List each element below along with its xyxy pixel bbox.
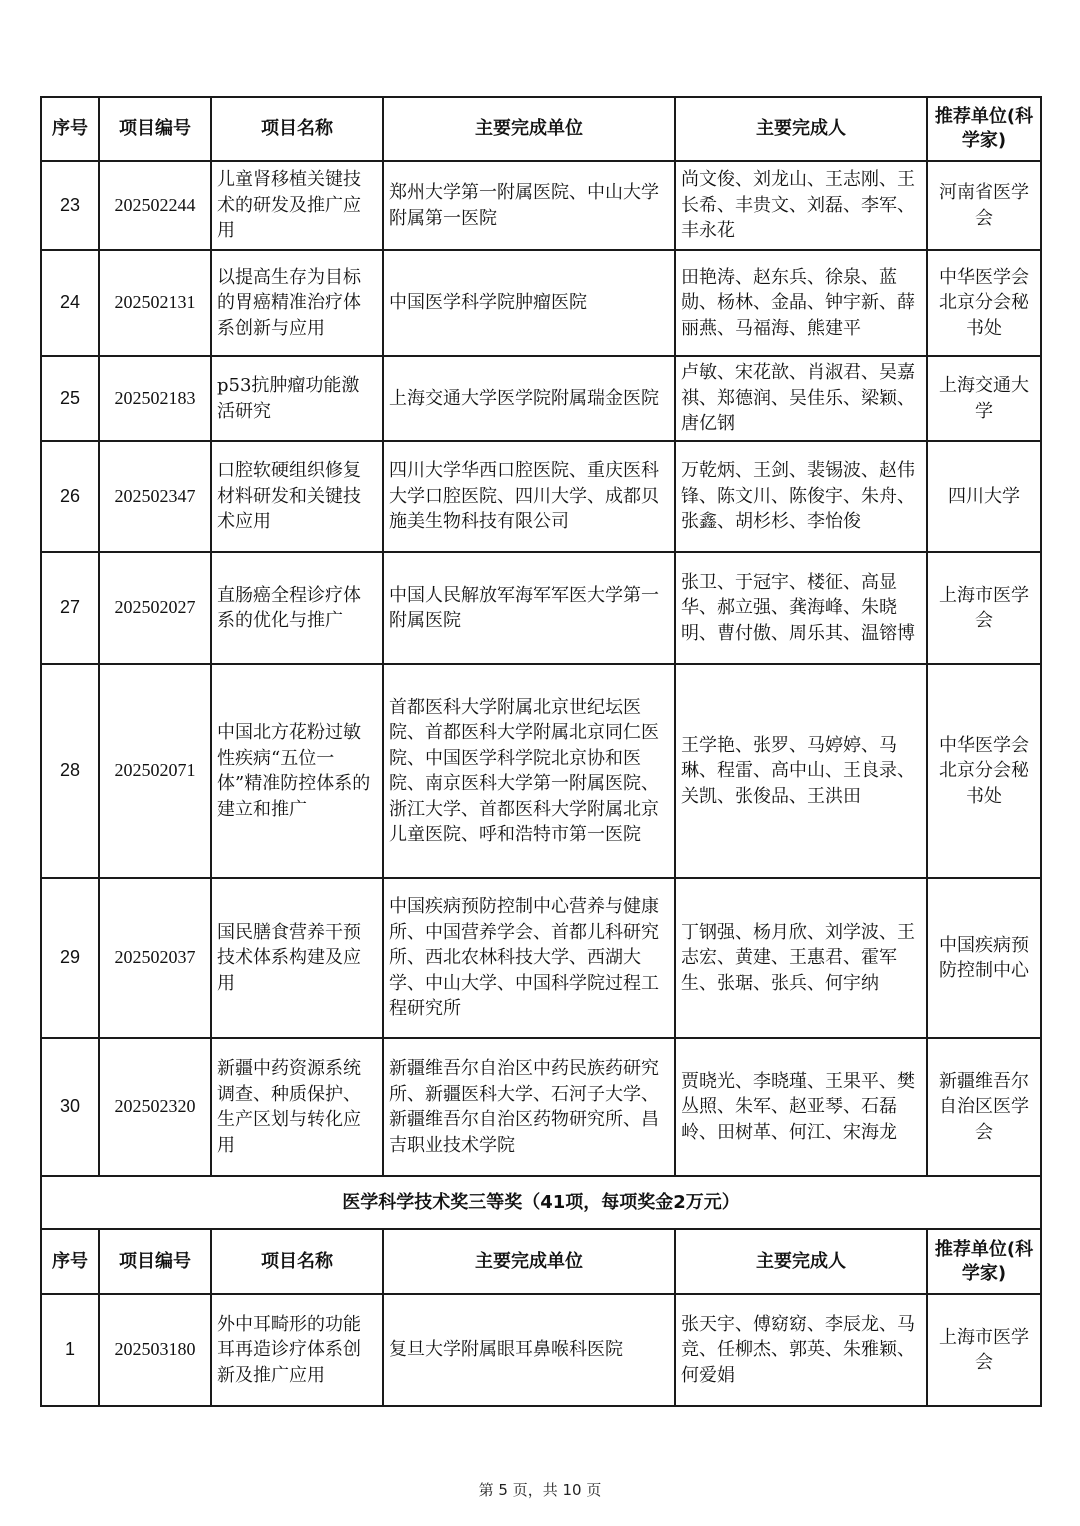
table-row <box>41 441 1041 552</box>
header-seq: 序号 <box>41 1229 99 1294</box>
cell-recommender: 中国疾病预防控制中心 <box>927 878 1041 1038</box>
cell-code: 202502347 <box>99 441 211 552</box>
cell-persons: 王学艳、张罗、马婷婷、马琳、程雷、高中山、王良录、关凯、张俊品、王洪田 <box>675 664 927 878</box>
cell-persons: 卢敏、宋花歆、肖淑君、吴嘉祺、郑德润、吴佳乐、梁颖、唐亿钢 <box>675 356 927 441</box>
header-units: 主要完成单位 <box>383 97 675 161</box>
cell-code: 202503180 <box>99 1294 211 1406</box>
cell-recommender: 河南省医学会 <box>927 161 1041 250</box>
header-recommender-text: 推荐单位(科学家) <box>934 1238 1034 1284</box>
cell-seq: 23 <box>41 161 99 250</box>
cell-seq: 24 <box>41 250 99 356</box>
cell-units: 复旦大学附属眼耳鼻喉科医院 <box>383 1294 675 1406</box>
cell-seq: 26 <box>41 441 99 552</box>
section-title-row <box>41 1176 1041 1229</box>
cell-units: 中国人民解放军海军军医大学第一附属医院 <box>383 552 675 664</box>
awards-table <box>40 96 1042 1407</box>
header-recommender <box>927 97 1041 161</box>
section-title: 医学科学技术奖三等奖（41项，每项奖金2万元） <box>41 1176 1041 1229</box>
cell-persons: 张卫、于冠宇、楼征、高显华、郝立强、龚海峰、朱晓明、曹付傲、周乐其、温镕博 <box>675 552 927 664</box>
cell-seq: 29 <box>41 878 99 1038</box>
table-header-row <box>41 1229 1041 1294</box>
cell-seq: 1 <box>41 1294 99 1406</box>
table-row <box>41 356 1041 441</box>
cell-recommender: 中华医学会北京分会秘书处 <box>927 250 1041 356</box>
cell-name: 儿童肾移植关键技术的研发及推广应用 <box>211 161 383 250</box>
cell-code: 202502071 <box>99 664 211 878</box>
cell-recommender: 四川大学 <box>927 441 1041 552</box>
cell-name: 外中耳畸形的功能耳再造诊疗体系创新及推广应用 <box>211 1294 383 1406</box>
cell-recommender: 上海市医学会 <box>927 1294 1041 1406</box>
cell-name: 直肠癌全程诊疗体系的优化与推广 <box>211 552 383 664</box>
cell-persons: 尚文俊、刘龙山、王志刚、王长希、丰贵文、刘磊、李军、丰永花 <box>675 161 927 250</box>
cell-code: 202502037 <box>99 878 211 1038</box>
cell-units: 新疆维吾尔自治区中药民族药研究所、新疆医科大学、石河子大学、新疆维吾尔自治区药物研究所、昌吉职业技术学院 <box>383 1038 675 1176</box>
cell-code: 202502131 <box>99 250 211 356</box>
header-recommender-text: 推荐单位(科学家) <box>934 106 1034 151</box>
cell-persons: 万乾炳、王剑、裴锡波、赵伟锋、陈文川、陈俊宇、朱舟、张鑫、胡杉杉、李怡俊 <box>675 441 927 552</box>
table-row <box>41 878 1041 1038</box>
header-persons: 主要完成人 <box>675 97 927 161</box>
cell-code: 202502320 <box>99 1038 211 1176</box>
cell-units: 郑州大学第一附属医院、中山大学附属第一医院 <box>383 161 675 250</box>
header-seq: 序号 <box>41 97 99 161</box>
cell-name: 以提高生存为目标的胃癌精准治疗体系创新与应用 <box>211 250 383 356</box>
cell-persons: 张天宇、傅窈窈、李辰龙、马竞、任柳杰、郭英、朱雅颖、何爱娟 <box>675 1294 927 1406</box>
cell-name: 中国北方花粉过敏性疾病“五位一体”精准防控体系的建立和推广 <box>211 664 383 878</box>
cell-seq: 30 <box>41 1038 99 1176</box>
header-name: 项目名称 <box>211 97 383 161</box>
table-row <box>41 552 1041 664</box>
cell-name: 国民膳食营养干预技术体系构建及应用 <box>211 878 383 1038</box>
header-persons: 主要完成人 <box>675 1229 927 1294</box>
cell-persons: 田艳涛、赵东兵、徐泉、蓝勋、杨林、金晶、钟宇新、薛丽燕、马福海、熊建平 <box>675 250 927 356</box>
header-recommender <box>927 1229 1041 1294</box>
table-row <box>41 664 1041 878</box>
cell-units: 中国医学科学院肿瘤医院 <box>383 250 675 356</box>
cell-seq: 25 <box>41 356 99 441</box>
cell-recommender: 新疆维吾尔自治区医学会 <box>927 1038 1041 1176</box>
page-footer: 第 5 页，共 10 页 <box>478 1481 602 1499</box>
cell-seq: 27 <box>41 552 99 664</box>
cell-name: 口腔软硬组织修复材料研发和关键技术应用 <box>211 441 383 552</box>
header-code: 项目编号 <box>99 1229 211 1294</box>
cell-code: 202502244 <box>99 161 211 250</box>
header-name: 项目名称 <box>211 1229 383 1294</box>
cell-persons: 贾晓光、李晓瑾、王果平、樊丛照、朱军、赵亚琴、石磊岭、田树革、何江、宋海龙 <box>675 1038 927 1176</box>
table-row <box>41 161 1041 250</box>
cell-units: 首都医科大学附属北京世纪坛医院、首都医科大学附属北京同仁医院、中国医学科学院北京协和医院、南京医科大学第一附属医院、浙江大学、首都医科大学附属北京儿童医院、呼和浩特市第一医院 <box>383 664 675 878</box>
cell-persons: 丁钢强、杨月欣、刘学波、王志宏、黄建、王惠君、霍军生、张琚、张兵、何宇纳 <box>675 878 927 1038</box>
cell-recommender: 上海市医学会 <box>927 552 1041 664</box>
table-row <box>41 1294 1041 1406</box>
table-row <box>41 250 1041 356</box>
header-units: 主要完成单位 <box>383 1229 675 1294</box>
cell-recommender: 中华医学会北京分会秘书处 <box>927 664 1041 878</box>
header-code: 项目编号 <box>99 97 211 161</box>
cell-units: 四川大学华西口腔医院、重庆医科大学口腔医院、四川大学、成都贝施美生物科技有限公司 <box>383 441 675 552</box>
cell-code: 202502183 <box>99 356 211 441</box>
cell-recommender: 上海交通大学 <box>927 356 1041 441</box>
cell-units: 中国疾病预防控制中心营养与健康所、中国营养学会、首都儿科研究所、西北农林科技大学、西湖大学、中山大学、中国科学院过程工程研究所 <box>383 878 675 1038</box>
cell-name: p53抗肿瘤功能激活研究 <box>211 356 383 441</box>
cell-seq: 28 <box>41 664 99 878</box>
table-header-row <box>41 97 1041 161</box>
table-row <box>41 1038 1041 1176</box>
cell-units: 上海交通大学医学院附属瑞金医院 <box>383 356 675 441</box>
cell-code: 202502027 <box>99 552 211 664</box>
cell-name: 新疆中药资源系统调查、种质保护、生产区划与转化应用 <box>211 1038 383 1176</box>
